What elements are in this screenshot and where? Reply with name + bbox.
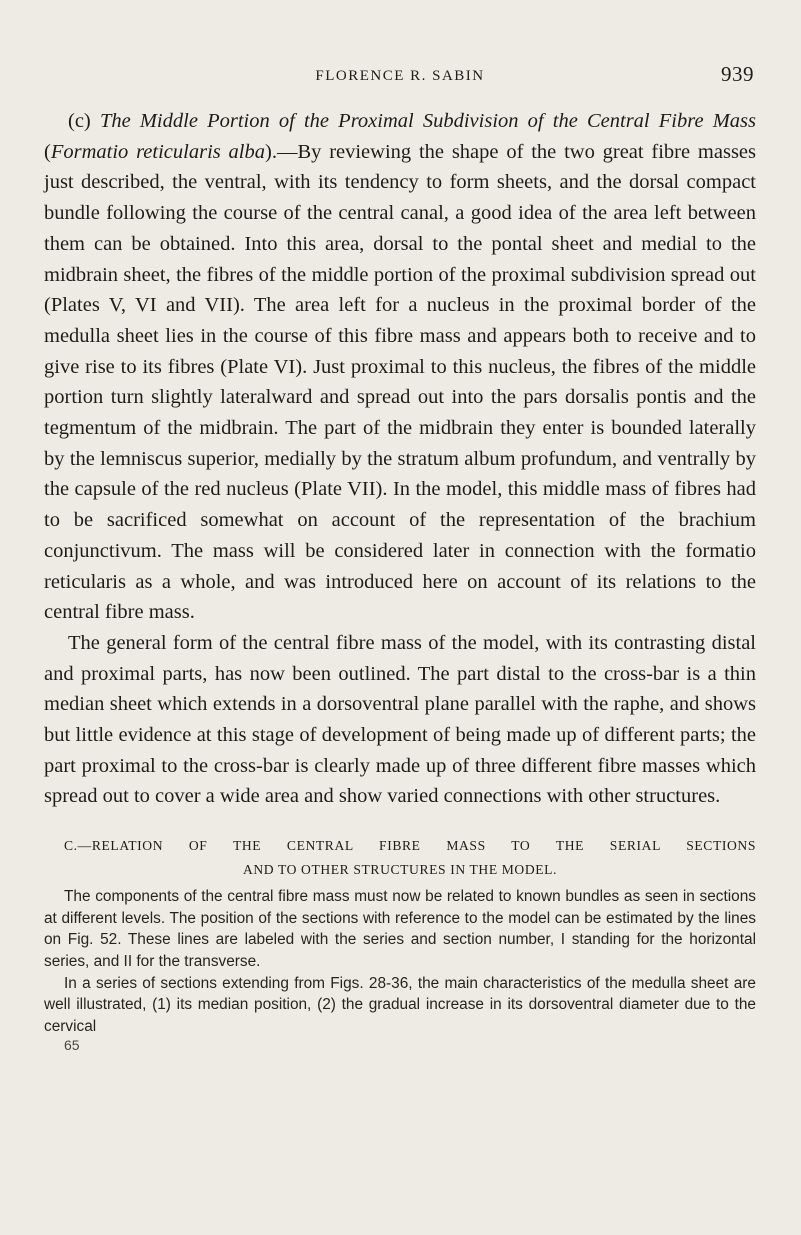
section-title: The Middle Portion of the Proximal Subdivision of the Central Fibre Mass [99,110,757,132]
signature-mark: 65 [64,1037,80,1054]
section-heading-line-2: AND TO OTHER STRUCTURES IN THE MODEL. [242,862,558,878]
paren-close: ). [265,140,277,163]
latin-term: Formatio reticularis alba [50,140,265,163]
section-heading-relation [44,834,756,882]
small-paragraph-series: In a series of sections extending from Figs. 28-36, the main characteristics of the medulla sheet are well illustrated, (1) its median position, (2) the gradual increase in its dorsoventral diameter due to the cervical [44,974,756,1035]
paragraph-middle-portion [44,106,756,628]
document-page [44,62,756,1053]
section-label: (c) [68,110,91,132]
running-head-author: FLORENCE R. SABIN [315,68,485,84]
paragraph-general-form: The general form of the central fibre mass of the model, with its contrasting distal and proximal parts, has now been outlined. The part distal to the cross-bar is a thin median sheet which extends in a dorsoventral plane parallel with the raphe, and shows but little evidence at this stage of development of being made up of different parts; the part proximal to the cross-bar is clearly made up of three different fibre masses which spread out to cover a wide area and show varied connections with other structures. [44,631,756,808]
paragraph-body: —By reviewing the shape of the two great fibre masses just described, the ventral, with its tendency to form sheets, and the dorsal compact bundle following the course of the central canal, a good idea of the area left between them can be obtained. Into this area, dorsal to the pontal sheet and medial to the midbrain sheet, the fibres of the middle portion of the proximal subdivision spread out (Plates V, VI and VII). The area left for a nucleus in the proximal border of the medulla sheet lies in the course of this fibre mass and appears both to receive and to give rise to its fibres (Plate VI). Just proximal to this nucleus, the fibres of the middle portion turn slightly lateralward and spread out into the pars dorsalis pontis and the tegmentum of the midbrain. The part of the midbrain they enter is bounded laterally by the lemniscus superior, medially by the stratum album profundum, and ventrally by the capsule of the red nucleus (Plate VII). In the model, this middle mass of fibres had to be sacrificed somewhat on account of the representation of the brachium conjunctivum. The mass will be considered later in connection with the formatio reticularis as a whole, and was introduced here on account of its relations to the central fibre mass. [44,140,756,624]
paren-open: ( [44,140,51,163]
running-head [44,62,756,102]
section-heading-line-1: C.—RELATION OF THE CENTRAL FIBRE MASS TO THE SERIAL SECTIONS [64,838,756,854]
page-number: 939 [721,62,754,86]
small-paragraph-components: The components of the central fibre mass must now be related to known bundles as seen in sections at different levels. The position of the sections with reference to the model can be estimated by the lines on Fig. 52. These lines are labeled with the series and section number, I standing for the horizontal series, and II for the transverse. [44,888,756,970]
